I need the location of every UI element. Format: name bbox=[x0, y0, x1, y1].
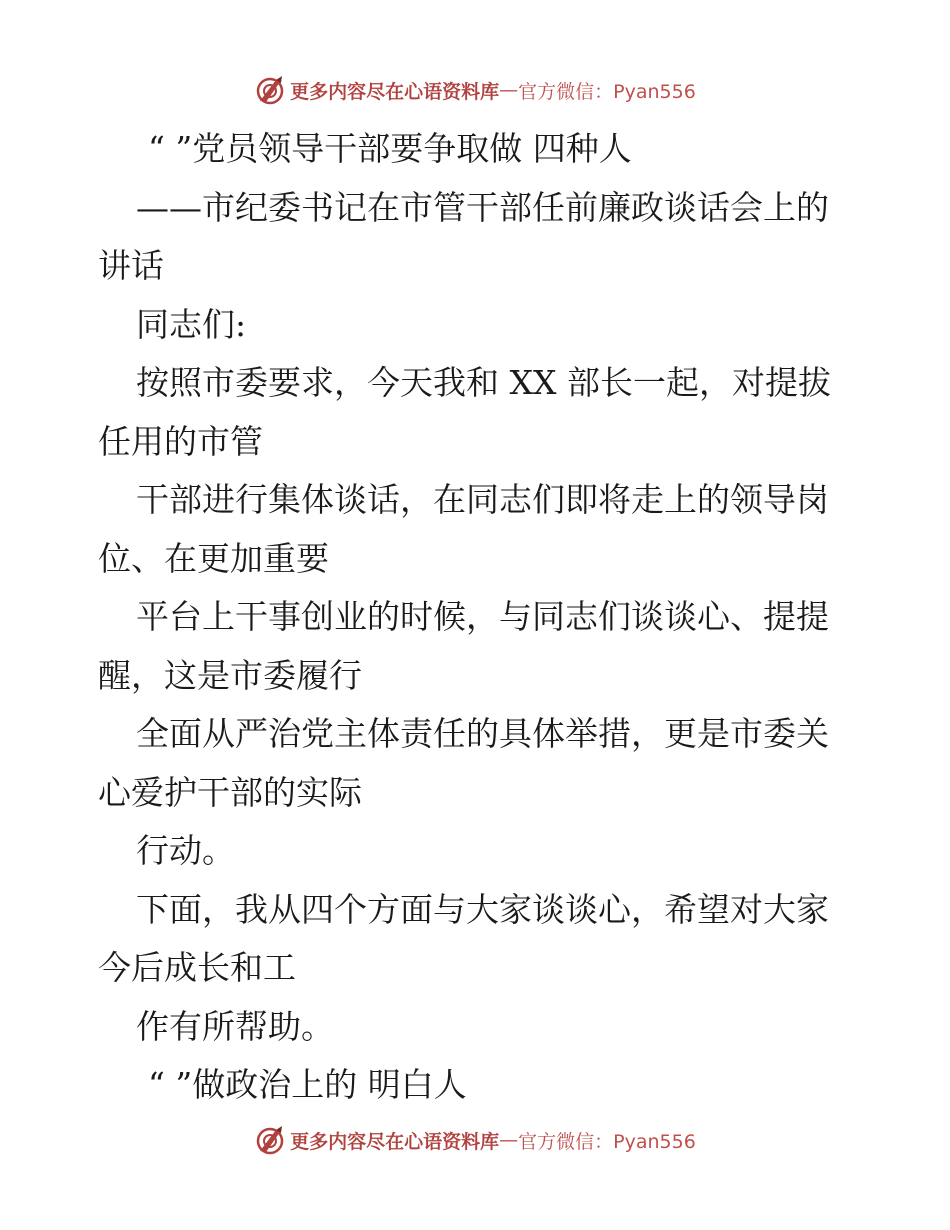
brand-logo-icon bbox=[254, 1124, 286, 1156]
document-title: “ ”党员领导干部要争取做 四种人 bbox=[148, 129, 632, 168]
document-subtitle: ——市纪委书记在市管干部任前廉政谈话会上的 bbox=[136, 187, 829, 227]
paragraph-line: 平台上干事创业的时候，与同志们谈谈心、提提 bbox=[136, 597, 829, 636]
header-banner bbox=[0, 70, 950, 110]
document-subtitle-cont: 讲话 bbox=[98, 246, 164, 285]
contact-text: 官方微信：Pyan556 bbox=[518, 1130, 696, 1153]
brand-logo-icon bbox=[254, 74, 286, 106]
paragraph-line: 心爱护干部的实际 bbox=[98, 772, 362, 812]
footer-banner bbox=[0, 1120, 950, 1160]
salutation: 同志们: bbox=[136, 304, 247, 344]
brand-text: 更多内容尽在心语资料库 bbox=[290, 1130, 500, 1153]
brand-text: 更多内容尽在心语资料库 bbox=[290, 80, 500, 103]
paragraph-line: 全面从严治党主体责任的具体举措，更是市委关 bbox=[136, 714, 829, 753]
paragraph-line: 作有所帮助。 bbox=[136, 1006, 334, 1046]
paragraph-line: 位、在更加重要 bbox=[98, 538, 329, 578]
paragraph-line: 今后成长和工 bbox=[98, 948, 296, 987]
paragraph-line: 任用的市管 bbox=[98, 421, 263, 461]
paragraph-line: 下面，我从四个方面与大家谈谈心，希望对大家 bbox=[136, 889, 829, 929]
banner-separator: — bbox=[499, 79, 519, 101]
paragraph-line: 行动。 bbox=[136, 831, 235, 870]
banner-separator: — bbox=[499, 1129, 519, 1151]
paragraph-line: 醒，这是市委履行 bbox=[98, 655, 362, 695]
paragraph-line: 干部进行集体谈话，在同志们即将走上的领导岗 bbox=[136, 480, 829, 519]
section-heading: “ ”做政治上的 明白人 bbox=[148, 1065, 467, 1104]
document-body bbox=[98, 120, 858, 1115]
paragraph-line: 按照市委要求，今天我和 XX 部长一起，对提拔 bbox=[136, 363, 831, 402]
contact-text: 官方微信：Pyan556 bbox=[518, 80, 696, 103]
